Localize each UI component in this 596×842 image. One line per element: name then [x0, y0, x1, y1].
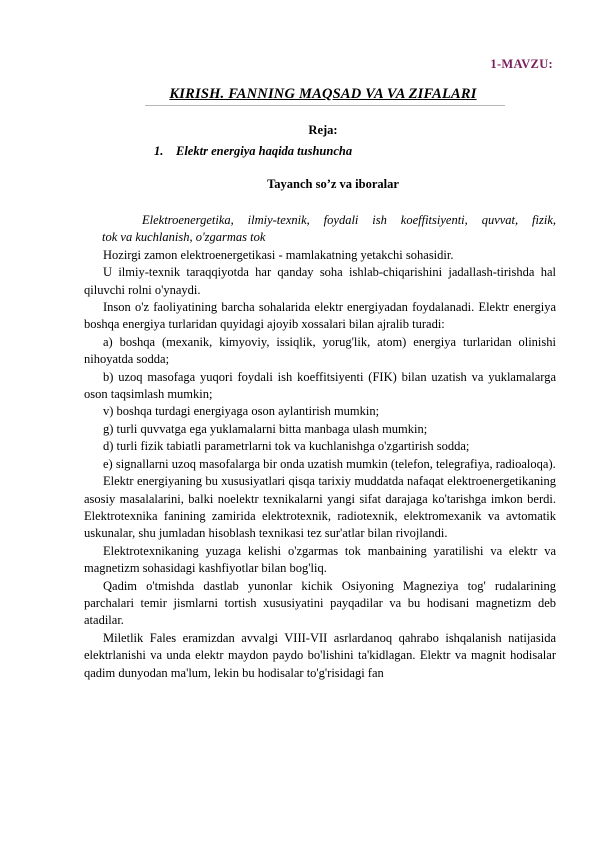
keywords-line: Elektroenergetika, ilmiy-texnik, foydali ish koeffitsiyenti, quvvat, fizik,	[142, 213, 556, 227]
keywords-line: tok va kuchlanish, o'zgarmas tok	[102, 230, 266, 245]
list-item: a) boshqa (mexanik, kimyoviy, issiqlik, yorug'lik, atom) energiya turlaridan olinishi nihoyatda sodda;	[84, 334, 556, 367]
keywords-list	[84, 212, 556, 247]
title-divider	[145, 105, 505, 106]
plan-heading: Reja:	[308, 123, 338, 137]
list-item: g) turli quvvatga ega yuklamalarni bitta manbaga ulash mumkin;	[103, 421, 428, 436]
paragraph: Miletlik Fales eramizdan avvalgi VIII-VII asrlardanoq qahrabo ishqalanish natijasida elektrlanishi va unda elektr maydon paydo bo'lishini ta'kidlagan. Elektr va magnit hodisalar qadim dunyodan ma'lum, lekin bu hodisalar to'g'risidagi fan	[84, 630, 556, 680]
list-item: b) uzoq masofaga yuqori foydali ish koeffitsiyenti (FIK) bilan uzatish va yuklamalarga oson taqsimlash mumkin;	[84, 369, 556, 402]
paragraph: U ilmiy-texnik taraqqiyotda har qanday soha ishlab-chiqarishini jadallash-tirishda hal qiluvchi rolni o'ynaydi.	[84, 265, 556, 297]
plan-item-number: 1.	[154, 144, 164, 158]
plan-item	[154, 144, 352, 159]
plan-item-text: Elektr energiya haqida tushuncha	[176, 144, 353, 158]
keywords-heading: Tayanch so’z va iboralar	[267, 177, 399, 191]
list-item: d) turli fizik tabiatli parametrlarni tok va kuchlanishga o'zgartirish sodda;	[103, 439, 470, 454]
document-body	[84, 212, 556, 682]
paragraph: Elektr energiyaning bu xususiyatlari qisqa tarixiy muddatda nafaqat elektroenergetikaning asosiy masalalarini, balki noelektr texnikalarni yangi sifat darajaga ko'tarishga imkon berdi. Elektrotexnika fanining zamirida elektrotexnik, radiotexnik, elektromexanik va avtomatik uskunalar, shu jumladan hisoblash texnikasi tez sur'atlar bilan rivojlandi.	[84, 474, 556, 541]
list-item: e) signallarni uzoq masofalarga bir onda uzatish mumkin (telefon, telegrafiya, radioaloqa).	[103, 456, 556, 471]
paragraph: Hozirgi zamon elektroenergetikasi - mamlakatning yetakchi sohasidir.	[103, 247, 454, 262]
page-title: KIRISH. FANNING MAQSAD VA VA ZIFALARI	[169, 86, 477, 102]
paragraph: Elektrotexnikaning yuzaga kelishi o'zgarmas tok manbaining yaratilishi va elektr va magnetizm sohasidagi kashfiyotlar bilan bog'liq.	[84, 543, 556, 576]
paragraph: Inson o'z faoliyatining barcha sohalarida elektr energiyadan foydalanadi. Elektr energiya boshqa energiya turlaridan quyidagi ajoyib xossalari bilan ajralib turadi:	[84, 300, 556, 332]
list-item: v) boshqa turdagi energiyaga oson aylantirish mumkin;	[103, 404, 380, 419]
topic-label: 1-MAVZU:	[490, 57, 553, 71]
paragraph: Qadim o'tmishda dastlab yunonlar kichik Osiyoning Magneziya tog' rudalarining parchalari temir jismlarni tortish xususiyatini payqadilar va bu hodisani magnetizm deb atadilar.	[84, 578, 556, 628]
